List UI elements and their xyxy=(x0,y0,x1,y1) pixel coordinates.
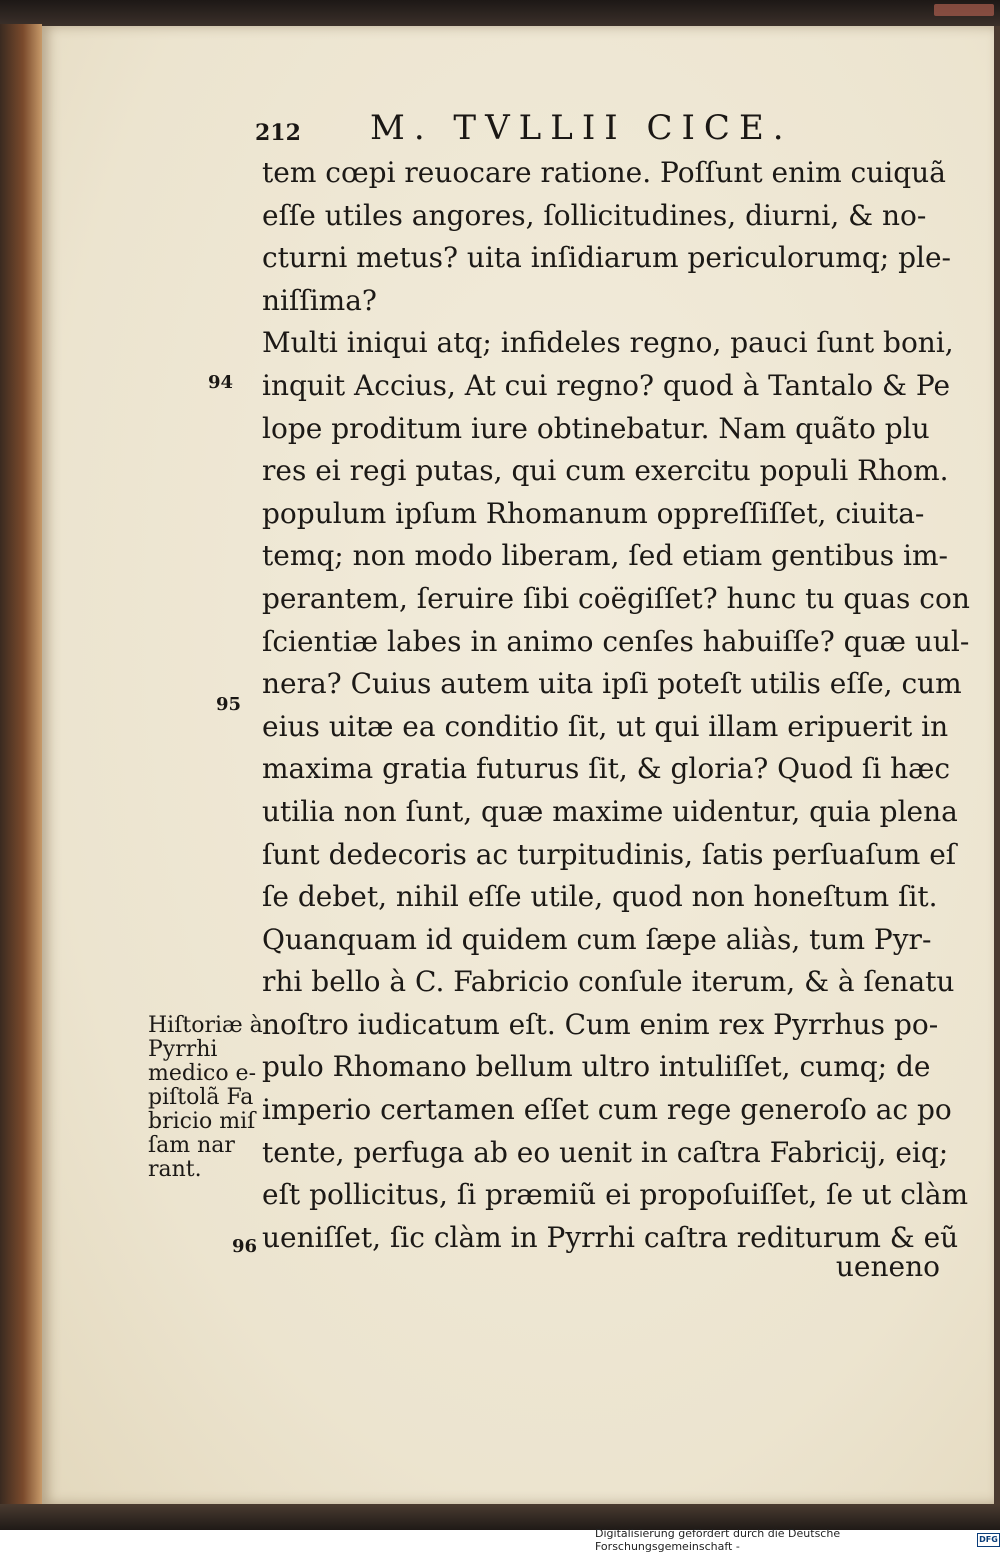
text-line: nera? Cuius autem uita ipſi poteſt utilis eſſe, cum xyxy=(262,667,962,701)
text-line: eius uitæ ea conditio ſit, ut qui illam eripuerit in xyxy=(262,709,949,743)
text-line: rhi bello à C. Fabricio conſule iterum, & à ſenatu xyxy=(262,965,955,999)
text-line: tem cœpi reuocare ratione. Poſſunt enim cuiquã xyxy=(262,156,946,189)
text-line: ſcientiæ labes in animo cenſes habuiſſe? quæ uul- xyxy=(262,624,970,658)
text-line: eſt pollicitus, ſi præmiũ ei propoſuiſſet, ſe ut clàm xyxy=(262,1178,969,1212)
marginal-note-line: Hiſtoriæ à xyxy=(148,1013,263,1038)
book-right-edge xyxy=(994,26,1000,1504)
text-line: cturni metus? uita inſidiarum periculorumq; ple- xyxy=(262,241,952,275)
margin-section-number: 95 xyxy=(216,694,242,715)
marginal-note-line: medico e- xyxy=(148,1061,257,1086)
text-line: populum ipſum Rhomanum oppreſſiſſet, ciuita- xyxy=(262,496,925,530)
text-line: eſſe utiles angores, ſollicitudines, diurni, & no- xyxy=(262,198,927,232)
text-line: ſunt dedecoris ac turpitudinis, ſatis perſuaſum eſ xyxy=(262,837,957,871)
text-line: utilia non ſunt, quæ maxime uidentur, quia plena xyxy=(262,794,958,828)
library-stamp xyxy=(934,4,994,16)
book-spine-edge xyxy=(0,24,42,1514)
page-number: 212 xyxy=(255,120,301,146)
text-line: Multi iniqui atq; infideles regno, pauci ſunt boni, xyxy=(262,326,954,360)
catchword: ueneno xyxy=(835,1250,940,1283)
text-line: pulo Rhomano bellum ultro intuliſſet, cumq; de xyxy=(262,1050,931,1084)
text-line: niſſima? xyxy=(262,283,377,317)
text-line: inquit Accius, At cui regno? quod à Tantalo & Pe xyxy=(262,368,951,402)
marginal-note-line: bricio miſ xyxy=(148,1109,256,1134)
text-line: maxima gratia futurus ſit, & gloria? Quod ſi hæc xyxy=(262,752,951,786)
marginal-note-line: piſtolã Fa xyxy=(148,1085,254,1110)
text-line: noſtro iudicatum eſt. Cum enim rex Pyrrhus po- xyxy=(262,1007,939,1041)
text-line: Quanquam id quidem cum ſæpe aliàs, tum Pyr- xyxy=(262,922,932,956)
text-line: res ei regi putas, qui cum exercitu populi Rhom. xyxy=(262,454,949,488)
credit-text: Digitalisierung gefördert durch die Deutsche Forschungsgemeinschaft - xyxy=(595,1527,841,1553)
text-line: ueniſſet, ſic clàm in Pyrrhi caſtra rediturum & eũ xyxy=(262,1220,959,1254)
margin-section-number: 94 xyxy=(208,372,234,393)
body-text xyxy=(262,152,970,1259)
text-line: tente, perfuga ab eo uenit in caſtra Fabricij, eiq; xyxy=(262,1135,949,1169)
text-line: temq; non modo liberam, ſed etiam gentibus im- xyxy=(262,539,948,573)
text-line: ſe debet, nihil eſſe utile, quod non honeſtum ſit. xyxy=(262,880,938,914)
text-line: lope proditum iure obtinebatur. Nam quãto plu xyxy=(262,411,930,445)
marginal-note-line: ſam nar xyxy=(148,1133,235,1158)
book-top-edge xyxy=(0,0,1000,26)
text-line: imperio certamen eſſet cum rege generoſo ac po xyxy=(262,1093,952,1127)
margin-section-number: 96 xyxy=(232,1236,258,1257)
text-line: perantem, ſeruire ſibi coëgiſſet? hunc tu quas con xyxy=(262,581,970,615)
running-header xyxy=(255,108,945,150)
marginal-note-line: rant. xyxy=(148,1157,202,1182)
digitization-credit xyxy=(595,1527,1000,1553)
dfg-logo-icon: DFG xyxy=(977,1533,1000,1547)
running-title: M. TVLLII CICE. xyxy=(370,108,793,148)
marginal-note-line: Pyrrhi xyxy=(148,1037,218,1062)
marginal-note xyxy=(148,1014,278,1182)
